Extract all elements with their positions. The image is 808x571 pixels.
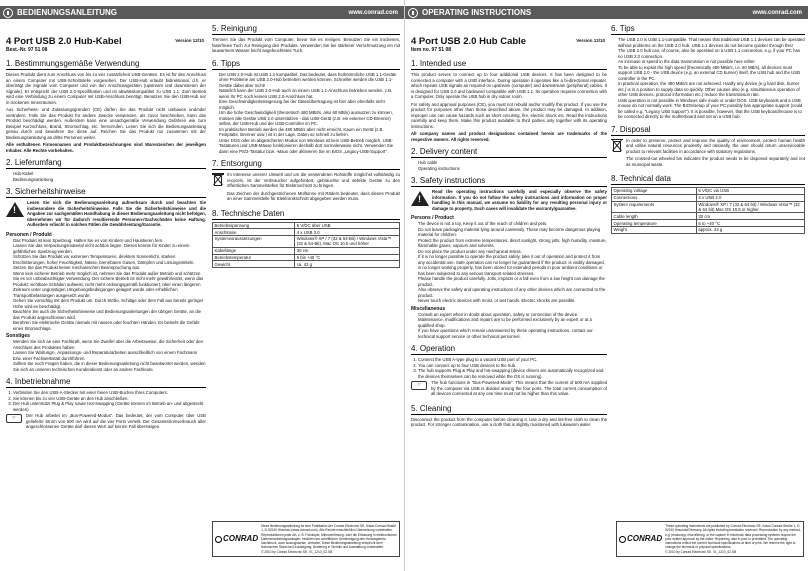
paragraph: In order to preserve, protect and improve the quality of environment, protect human health and utilise natural resources prudently and rationally, the user should return unserviceable product to relevant facilities in accordance with statutory regulations. bbox=[626, 137, 805, 154]
table-row bbox=[612, 226, 805, 233]
table-row bbox=[612, 188, 805, 195]
list-item: • Gehen Sie vorsichtig mit dem Produkt um. Durch Stöße, Schläge oder dem Fall aus bereits geringer Höhe wird es beschädigt. bbox=[13, 298, 206, 309]
column-right bbox=[611, 24, 805, 571]
list-item: • Natürlich kann der USB 2.0-Hub auch an einem USB 1.1-Anschluss betrieben werden, z.B. wenn Ihr PC noch keinen USB 2.0-Anschluss hat. bbox=[219, 88, 400, 99]
warning-box bbox=[411, 189, 607, 213]
version-label: Version 12/10 bbox=[175, 38, 204, 43]
spec-value: 5 V/DC via USB bbox=[696, 188, 804, 195]
crossed-bin-icon bbox=[212, 172, 224, 188]
list-item: • Sollten Sie noch Fragen haben, die in dieser Bedienungsanleitung nicht beantwortet werden, wenden Sie sich an unseren technischen Kundendienst oder an andere Fachleute. bbox=[13, 361, 206, 372]
delivery-list bbox=[411, 160, 607, 171]
safety-list bbox=[6, 238, 206, 332]
list-item: • Um die hohe Geschwindigkeit (theoretisch 480 MBit/s, also 60 MB/s) ausnutzen zu können, müssen alle Geräte USB 2.0 unterstützen - das USB-Gerät (z.B. ein externer CD-Brenner) selbst, der USB-Hub und der USB-Controller im PC. bbox=[219, 110, 400, 127]
note-box bbox=[411, 380, 607, 399]
list-item: 3. The hub supports Plug & Play and hot-swapping (device drivers are automatically recognized and the devices themselves can be removed while the OS is running). bbox=[418, 368, 607, 379]
spec-label: Weight bbox=[612, 226, 697, 233]
list-item: • Bedienungsanleitung bbox=[13, 177, 206, 183]
list-item: • Also observe the safety and operating instructions of any other devices which are connected to the product. bbox=[418, 287, 607, 298]
info-icon bbox=[3, 8, 13, 18]
table-row bbox=[612, 220, 805, 227]
spec-value: 5 bis +40 °C bbox=[295, 254, 400, 261]
list-item: • The USB 2.0 is USB 1.1-compatible. That means that traditional USB 1.1 devices can be operated without problems on the USB 2.0 hub. USB 1.1 devices do not become quicker through this! bbox=[618, 37, 805, 48]
spec-table bbox=[611, 187, 805, 234]
document-title: 4 Port USB 2.0 Hub Cable bbox=[411, 36, 527, 47]
conrad-logo-icon bbox=[619, 536, 626, 543]
note-text: Der Hub arbeitet im „Bus-Powered-Modus". Das bedeutet, der vom Computer über USB gelieferte Strom von 500 mA wird auf die vier Ports verteilt. Der Gesamtstromverbrauch aller angeschlossenen Geräte darf diesen Wert auf keinen Fall übersteigen. bbox=[26, 413, 206, 429]
list-item: • If it is no longer possible to operate the product safely, take it out of operation and protect it from any accidental use. Safe operation can no longer be guaranteed if the product: is visibly damaged, is no longer working properly, has been stored for extended periods in poor ambient conditions or has been subjected to any serious transport-related stresses. bbox=[418, 254, 607, 276]
list-item: • Protect the product from extreme temperatures, direct sunlight, strong jolts, high humidity, moisture, flammable gases, vapours and solvents. bbox=[418, 238, 607, 249]
banner-website: www.conrad.com bbox=[752, 9, 802, 16]
brand-name: CONRAD bbox=[627, 534, 663, 544]
list-item: • Lassen Sie das Verpackungsmaterial nicht achtlos liegen. Dieses könnte für Kinder zu einem gefährlichen Spielzeug werden. bbox=[13, 243, 206, 254]
imprint-version: © 2010 by Conrad Electronic SE. V1_1210_02-SB bbox=[261, 549, 333, 554]
paragraph: Das Zeichen der durchgestrichenen Mülltonne mit Rädern bedeutet, dass dieses Produkt an einer Sammelstelle für Elektronikschrott abgegeben werden muss. bbox=[227, 190, 400, 201]
list-item: • Setzen Sie das Produkt keiner mechanischen Beanspruchung aus. bbox=[13, 265, 206, 271]
spec-label: Gewicht bbox=[213, 261, 295, 268]
conrad-logo bbox=[215, 524, 258, 554]
paragraph: For safety and approval purposes (CE), you must not rebuild and/or modify this product. If you use the product for purposes other than those described above, the product may be damaged. In addition, improper use can cause hazards such as short circuiting, fire, electric shock etc. Read the instructions carefully and keep them. Make this product available to third parties only together with its operating instructions. bbox=[411, 101, 607, 129]
spec-label: Operating temperature bbox=[612, 220, 697, 227]
imprint-text bbox=[665, 524, 801, 554]
list-item: • Hub-Kabel bbox=[13, 171, 206, 177]
table-row bbox=[213, 236, 400, 248]
subheading: Sonstiges bbox=[6, 333, 30, 339]
list-item: • An increase in speed in the data transmission is not possible here either. bbox=[618, 59, 805, 65]
list-item: • Operating instructions bbox=[418, 166, 607, 172]
spec-value: ca. 42 g bbox=[295, 261, 400, 268]
table-row bbox=[213, 254, 400, 261]
brand-name: CONRAD bbox=[223, 534, 259, 544]
table-row bbox=[612, 213, 805, 220]
spec-value: 4 x USB 2.0 bbox=[295, 229, 400, 236]
list-item: • Beachten Sie auch die Sicherheitshinweise und Bedienungsanleitungen der übrigen Geräte, an die das Produkt angeschlossen wird. bbox=[13, 309, 206, 320]
list-item: 2. Sie können bis zu vier USB-Geräte an den Hub anschließen. bbox=[13, 396, 206, 402]
list-item: • Das Produkt ist kein Spielzeug. Halten Sie es von Kindern und Haustieren fern. bbox=[13, 238, 206, 244]
delivery-list bbox=[6, 171, 206, 182]
imprint-body: These operating instructions are published by Conrad Electronic SE, Klaus-Conrad-Straße 1, D-92240 Hirschau/Germany. All rights including translation reserved. Reproduction by any method, e.g. photocopy, microfilming, or the capture in electronic data processing systems require the prior written approval by the editor. Reprinting, also in part, is prohibited. The operating instructions reflect the current technical specifications at time of print. We reserve the right to change the technical or physical specifications. bbox=[665, 524, 801, 549]
section-heading: 6. Tips bbox=[611, 24, 805, 35]
column-left bbox=[6, 24, 206, 571]
list-item: • Do not leave packaging material lying around carelessly. These may become dangerous playing material for children. bbox=[418, 227, 607, 238]
spec-label: Systemvoraussetzungen bbox=[213, 236, 295, 248]
info-icon bbox=[408, 8, 418, 18]
spec-value: 5 V/DC über USB bbox=[295, 222, 400, 229]
warning-triangle-icon bbox=[411, 191, 429, 206]
disposal-box bbox=[212, 172, 400, 204]
spec-label: Anschlüsse bbox=[213, 229, 295, 236]
spec-value: Windows® XP / 7 (32 & 64-Bit) / Windows Vista™ (32 & 64-Bit), Mac OS 10.5 und höher bbox=[295, 236, 400, 248]
section-heading: 2. Delivery content bbox=[411, 147, 607, 158]
header-banner bbox=[405, 6, 808, 19]
list-item: 2. You can connect up to four USB devices to the hub. bbox=[418, 363, 607, 369]
spec-value: 30 cm bbox=[295, 247, 400, 254]
spec-value: 4 x USB 2.0 bbox=[696, 194, 804, 201]
list-item: • Wenn kein sicherer Betrieb mehr möglich ist, nehmen Sie das Produkt außer Betrieb und schützen Sie es vor unbeabsichtigter Verwendung. Der sichere Betrieb ist nicht mehr gewährleistet, wenn das Produkt: sichtbare Schäden aufweist, nicht mehr ordnungsgemäß funktioniert, über einen längeren Zeitraum unter ungünstigen Umgebungsbedingungen gelagert wurde oder erheblichen Transportbelastungen ausgesetzt wurde. bbox=[13, 271, 206, 299]
item-number: Item no. 97 51 08 bbox=[411, 47, 452, 53]
warning-text: Lesen Sie sich die Bedienungsanleitung aufmerksam durch und beachten Sie insbesondere die Sicherheitshinweise. Falls Sie die Sicherheitshinweise und die Angaben zur sachgemäßen Handhabung in dieser Bedienungsanleitung nicht befolgen, übernehmen wir für dadurch resultierende Personen-/Sachschäden keine Haftung. Außerdem erlischt in solchen Fällen die Gewährleistung/Garantie. bbox=[27, 200, 206, 227]
paragraph: Dieses Produkt dient zum Anschluss von bis zu vier zusätzlichen USB-Geräten. Es ist für den Anschluss an einem Computer mit USB-Schnittstelle vorgesehen. Der USB-Hub erlaubt bidirektional, d.h. er überträgt die Signale vom Computer und von den Anschlussgeräten (upstream und downstream der Signale). Er entspricht der USB 2.0-Spezifikation und ist abwärtskompatibel zu USB 1.1. Zum Betrieb wird eine Verbindung zu einem Computer mit USB-Anschluss benötigt. Benutzen Sie den USB-Hub nur in trockenen Innenräumen. bbox=[6, 72, 206, 105]
list-item: • Please handle the product carefully. Jolts, impacts or a fall even from a low height can damage the product. bbox=[418, 276, 607, 287]
version-label: Version 12/10 bbox=[576, 38, 605, 43]
spec-label: Cable length bbox=[612, 213, 697, 220]
list-item: • To be able to exploit the high speed (theoretically 480 MBit/s, i.e. 60 MB/s), all devices must support USB 2.0 - the USB device (e.g. an external CD burner) itself, the USB hub and the USB controller in the PC. bbox=[618, 65, 805, 82]
operation-steps bbox=[411, 357, 607, 379]
section-heading: 1. Intended use bbox=[411, 59, 607, 70]
paragraph: Disconnect the product from the computer before cleaning it. Use a dry and lint-free cloth to clean the product. For stronger contamination, use a cloth that is slightly moistened with lukewarm water. bbox=[411, 416, 607, 427]
list-item: • Der USB 2.0-Hub ist USB 1.1-kompatibel. Das bedeutet, dass herkömmliche USB 1.1-Geräte ohne Probleme am USB 2.0-Hub betrieben werden können. Schneller werden die USB 1.1-Geräte dabei aber nicht! bbox=[219, 72, 400, 89]
paragraph: Im Interesse unserer Umwelt und um die verwendeten Rohstoffe möglichst vollständig zu recyceln, ist der Verbraucher aufgefordert, gebrauchte und defekte Geräte zu den öffentlichen Sammelstellen für Elektroschrott zu bringen. bbox=[227, 172, 400, 188]
imprint-version: © 2010 by Conrad Electronic SE. V1_1210_02-SB bbox=[665, 549, 737, 554]
table-row bbox=[213, 229, 400, 236]
table-row bbox=[612, 201, 805, 213]
misc-list bbox=[411, 312, 607, 340]
spec-value: 30 cm bbox=[696, 213, 804, 220]
list-item: • The USB 2.0 hub can, of course, also be operated on a USB 1.1 connection, e.g. if your PC has no USB 2.0 connection. bbox=[618, 48, 805, 59]
banner-website: www.conrad.com bbox=[348, 9, 398, 16]
column-left bbox=[411, 24, 607, 571]
warning-box bbox=[6, 200, 206, 230]
list-item: 1. Connect the USB A-type plug to a vacant USB port of your PC. bbox=[418, 357, 607, 363]
section-heading: 7. Disposal bbox=[611, 125, 805, 136]
list-item: 1. Verbinden Sie den USB-A-Stecker mit einer freien USB-Buchse Ihres Computers. bbox=[13, 390, 206, 396]
spec-label: Operating voltage bbox=[612, 188, 697, 195]
section-heading: 2. Lieferumfang bbox=[6, 158, 206, 169]
trademark-note: Alle enthaltenen Firmennamen und Produktbezeichnungen sind Warenzeichen der jeweiligen Inhaber. Alle Rechte vorbehalten. bbox=[6, 142, 206, 153]
list-item: • Never touch electric devices with moist, or wet hands. Electric shocks are possible. bbox=[418, 298, 607, 304]
spec-label: Betriebstemperatur bbox=[213, 254, 295, 261]
section-heading: 3. Safety instructions bbox=[411, 176, 607, 187]
spec-label: Betriebsspannung bbox=[213, 222, 295, 229]
trademark-note: All company names and product designations contained herein are trademarks of the respective owners. All rights reserved. bbox=[411, 131, 607, 142]
list-item: • Consult an expert when in doubt about operation, safety or connection of the device. bbox=[418, 312, 607, 318]
section-heading: 3. Sicherheitshinweise bbox=[6, 187, 206, 198]
tips-list bbox=[212, 72, 400, 155]
section-heading: 6. Tipps bbox=[212, 59, 400, 70]
section-heading: 4. Operation bbox=[411, 344, 607, 355]
section-heading: 7. Entsorgung bbox=[212, 159, 400, 170]
header-banner bbox=[0, 6, 404, 19]
misc-list bbox=[6, 339, 206, 372]
publisher-footer bbox=[616, 521, 804, 557]
table-row bbox=[612, 194, 805, 201]
paragraph: Trennen Sie das Produkt vom Computer, bevor Sie es reinigen. Benutzen Sie ein trockenes, faserfreies Tuch zur Reinigung des Produkts. Verwenden Sie bei stärkerer Verschmutzung ein mit lauwarmem Wasser leicht angefeuchtetes Tuch. bbox=[212, 37, 400, 53]
list-item: • Schützen Sie das Produkt vor extremen Temperaturen, direktem Sonnenlicht, starken Erschütterungen, hoher Feuchtigkeit, Nässe, brennbaren Gasen, Dämpfen und Lösungsmitteln. bbox=[13, 254, 206, 265]
list-item: • In practical operation, the 480 MBit/s are not achieved. Hardly any device (e.g hard disk, burner etc.) is in a position to supply data so quickly. Other causes also (e.g. simultaneous operation of other USB devices, protocol information etc.) reduce the transmission rate. bbox=[618, 81, 805, 98]
paragraph: This product serves to connect up to four additional USB devices. It has been designed to be connected a computer with a USB interface. During operation it operates like a bi-directional repeater, which repeats USB signals as required on upstream (computer) and downstream (peripheral) cables. It is designed for USB 2.0 and backward compatible with USB 1.1. Its operation requires connection with a Computer. Only operate the USB hub in dry indoor room. bbox=[411, 72, 607, 99]
subheading: Miscellaneous bbox=[411, 305, 446, 312]
list-item: • Lassen Sie Wartungs-, Anpassungs- und Reparaturarbeiten ausschließlich von einem Fachmann bzw. einer Fachwerkstatt durchführen. bbox=[13, 350, 206, 361]
list-item: • Unter DOS oder im abgesicherten Modus von Windows ist kein USB-Betrieb möglich. USB-Tastaturen und USB-Mäuse funktionieren deshalb dort normalerweise nicht. Verwenden Sie dann eine PS/2-Tastatur bzw. -Maus oder aktivieren Sie im BIOS „Legacy-USB-Support". bbox=[219, 138, 400, 155]
paragraph: Aus Sicherheits- und Zulassungsgründen (CE) dürfen Sie das Produkt nicht umbauen und/oder verändern. Falls Sie das Produkt für andere Zwecke verwenden, als zuvor beschrieben, kann das Produkt beschädigt werden. Außerdem kann eine unsachgemäße Verwendung Gefahren wie zum Beispiel Kurzschluss, Brand, Stromschlag, etc. hervorrufen. Lesen Sie sich die Bedienungsanleitung genau durch und bewahren Sie diese auf. Reichen Sie das Produkt nur zusammen mit der Bedienungsanleitung an dritte Personen weiter. bbox=[6, 107, 206, 140]
section-heading: 1. Bestimmungsgemäße Verwendung bbox=[6, 59, 206, 70]
spec-value: 5 to +40 °C bbox=[696, 220, 804, 227]
crossed-bin-icon bbox=[611, 138, 623, 154]
spec-label: System requirements bbox=[612, 201, 697, 213]
list-item: • If you have questions which remain unanswered by these operating instructions, contact our technical support service or other technical personnel. bbox=[418, 328, 607, 339]
imprint-body: Diese Bedienungsanleitung ist eine Publikation der Conrad Electronic SE, Klaus-Conrad-Straße 1, D-92240 Hirschau (www.conrad.com). Alle Rechte einschließlich Übersetzung vorbehalten. Reproduktionen jeder Art, z. B. Fotokopie, Mikroverfilmung, oder die Erfassung in elektronischen Datenverarbeitungsanlagen, bedürfen der schriftlichen Genehmigung des Herausgebers. Nachdruck, auch auszugsweise, verboten. Diese Bedienungsanleitung entspricht dem technischen Stand bei Drucklegung. Änderung in Technik und Ausstattung vorbehalten. bbox=[261, 524, 398, 549]
section-heading: 5. Reinigung bbox=[212, 24, 400, 35]
safety-list bbox=[411, 221, 607, 304]
list-item: • The device is not a toy. Keep it out of the reach of children and pets. bbox=[418, 221, 607, 227]
list-item: • Im praktischen Betrieb werden die 480 MBit/s aber nicht erreicht. Kaum ein Gerät (z.B. Festplatte, Brenner usw.) ist in der Lage, Daten so schnell zu liefern. bbox=[219, 127, 400, 138]
table-row bbox=[213, 222, 400, 229]
subheading: Persons / Product bbox=[411, 215, 454, 221]
banner-title: OPERATING INSTRUCTIONS bbox=[422, 8, 532, 17]
disposal-box bbox=[611, 138, 805, 170]
pointing-hand-icon: ☞ bbox=[6, 414, 22, 423]
list-item: • USB operation is not possible in Windows safe mode or under DOS. USB keyboards and a USB mouse do not normally work. The BIOS/setup of your PC possibly has appropriate support (could be called e.g. "Legacy USB support"). It is possible, however, that the USB keyboard/mouse is to be connected directly to the motherboard and not on a USB hub. bbox=[618, 98, 805, 120]
conrad-logo bbox=[619, 524, 662, 554]
warning-triangle-icon bbox=[6, 202, 24, 217]
list-item: • Wenden Sie sich an eine Fachkraft, wenn Sie Zweifel über die Arbeitsweise, die Sicherheit oder den Anschluss des Produktes haben. bbox=[13, 339, 206, 350]
page-english bbox=[404, 0, 808, 571]
section-heading: 5. Cleaning bbox=[411, 404, 607, 415]
note-text: The hub functions in "Bus-Powered-Mode". This means that the current of 500 mA supplied by the computer via USB is divided among the four ports. The total current consumption of all devices connected at any one time must not be higher than this value. bbox=[431, 380, 607, 396]
spec-value: approx. 42 g bbox=[696, 226, 804, 233]
publisher-footer bbox=[212, 521, 400, 557]
section-heading: 8. Technische Daten bbox=[212, 209, 400, 220]
subheading: Personen / Produkt bbox=[6, 231, 52, 238]
column-right bbox=[212, 24, 400, 571]
operation-steps bbox=[6, 390, 206, 412]
banner-title: BEDIENUNGSANLEITUNG bbox=[17, 8, 118, 17]
pointing-hand-icon: ☞ bbox=[411, 381, 427, 390]
spec-label: Connections bbox=[612, 194, 697, 201]
warning-text: Read the operating instructions carefully and especially observe the safety information. If you do not follow the safety instructions and information on proper handling in this manual, we assume no liability for any resulting personal injury or damage to property. Such cases will invalidate the warranty/guarantee. bbox=[432, 189, 607, 211]
list-item: 3. Der Hub unterstützt Plug & Play sowie Hot-Swapping (Geräte können im Betrieb an- und abgesteckt werden). bbox=[13, 401, 206, 412]
conrad-logo-icon bbox=[215, 536, 222, 543]
list-item: • Do not place the product under any mechanical stress. bbox=[418, 249, 607, 255]
spec-label: Kabellänge bbox=[213, 247, 295, 254]
spec-table bbox=[212, 222, 400, 269]
list-item: • Berühren Sie elektrische Geräte niemals mit nassen oder feuchten Händen. Es besteht die Gefahr eines Stromschlags. bbox=[13, 320, 206, 331]
paragraph: The crossed-out wheeled bin indicates the product needs to be disposed separately and not as municipal waste. bbox=[626, 156, 805, 167]
section-heading: 4. Inbetriebnahme bbox=[6, 377, 206, 388]
table-row bbox=[213, 261, 400, 268]
document-title: 4 Port USB 2.0 Hub-Kabel bbox=[6, 36, 122, 47]
list-item: • Hub cable bbox=[418, 160, 607, 166]
tips-list bbox=[611, 37, 805, 120]
list-item: • Eine Geschwindigkeitssteigerung bei der Datenübertragung ist hier aber ebenfalls nicht möglich. bbox=[219, 99, 400, 110]
imprint-text bbox=[261, 524, 397, 554]
spec-value: Windows® XP / 7 (32 & 64 bit) / Windows Vista™ (32 & 64 bit) Mac OS 10.5 or higher bbox=[696, 201, 804, 213]
note-box bbox=[6, 413, 206, 432]
item-number: Best.-Nr. 97 51 08 bbox=[6, 47, 48, 53]
list-item: • Maintenance, modifications and repairs are to be performed exclusively by an expert or at a qualified shop. bbox=[418, 317, 607, 328]
section-heading: 8. Technical data bbox=[611, 174, 805, 185]
table-row bbox=[213, 247, 400, 254]
